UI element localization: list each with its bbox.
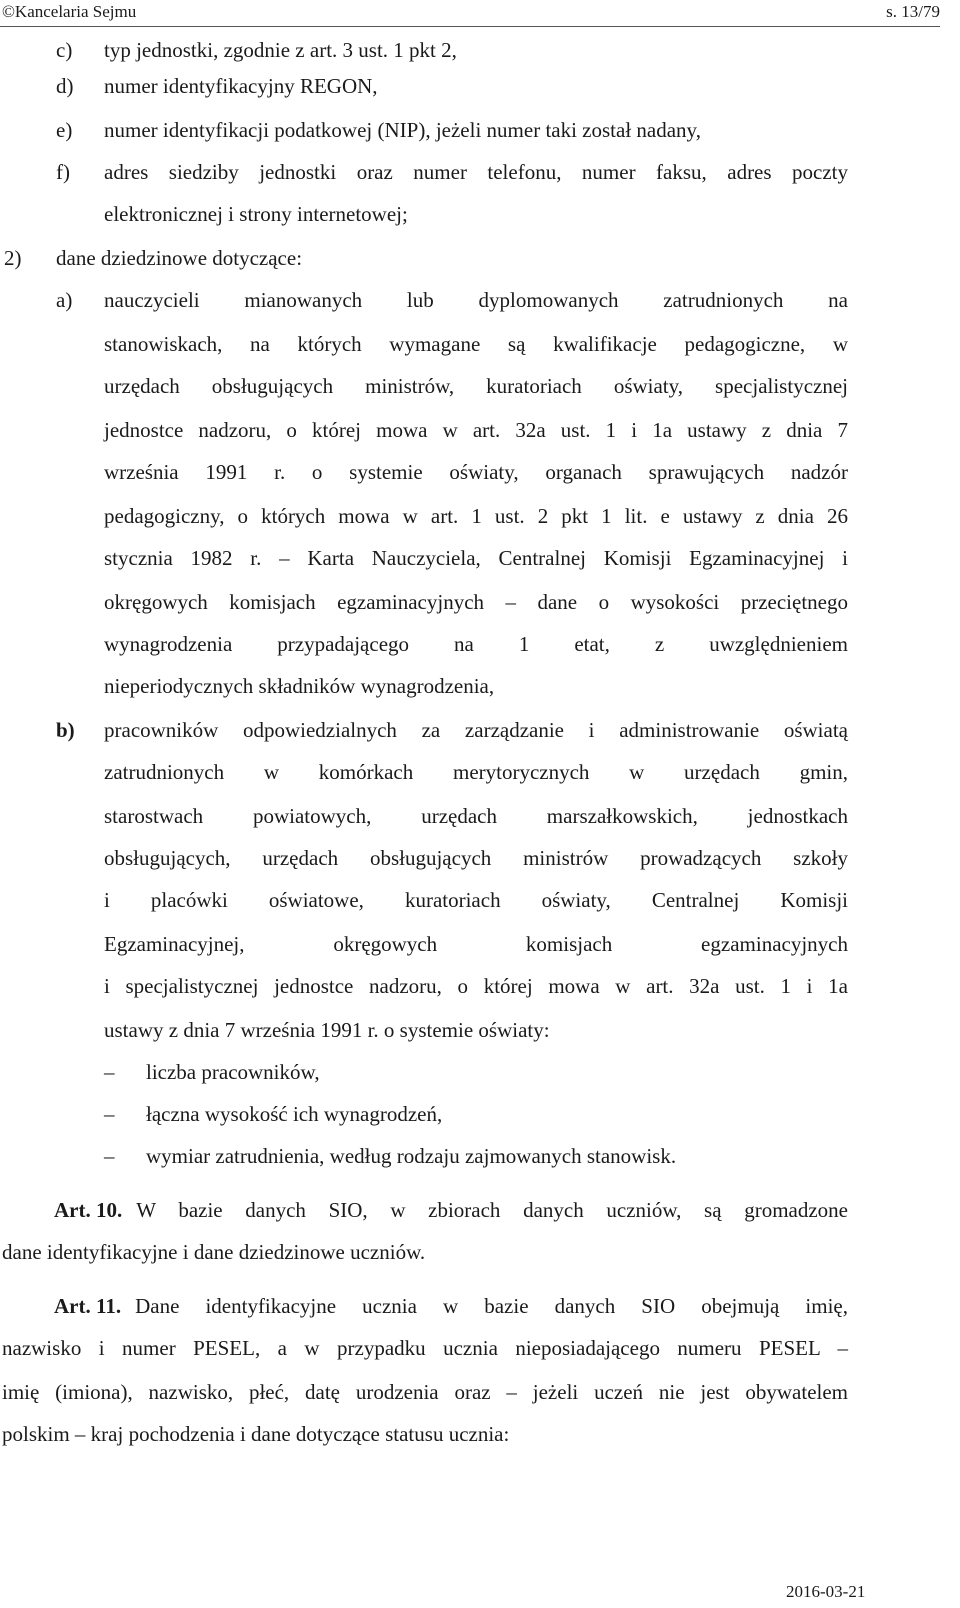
art11-text-line3: imię (imiona), nazwisko, płeć, datę urodzenia oraz – jeżeli uczeń nie jest obywatelem [2, 1380, 848, 1404]
dash-item-text: liczba pracowników, [146, 1060, 320, 1084]
item-label-d: d) [56, 74, 74, 98]
item-label-c: c) [56, 38, 73, 62]
item-label-f: f) [56, 160, 70, 184]
item-label-b: b) [56, 718, 75, 742]
item-label-a: a) [56, 288, 73, 312]
point-2-text: dane dziedzinowe dotyczące: [56, 246, 303, 270]
dash-marker: – [104, 1102, 115, 1126]
item-b-line: ustawy z dnia 7 września 1991 r. o systemie oświaty: [104, 1018, 550, 1042]
art11-text-line1: Dane identyfikacyjne ucznia w bazie danych SIO obejmują imię, [135, 1294, 848, 1318]
header-source: ©Kancelaria Sejmu [2, 2, 137, 21]
item-b-line: Egzaminacyjnej, okręgowych komisjach egzaminacyjnych [104, 932, 848, 956]
item-b-line: zatrudnionych w komórkach merytorycznych w urzędach gmin, [104, 760, 848, 784]
item-a-line: nauczycieli mianowanych lub dyplomowanych zatrudnionych na [104, 288, 848, 312]
item-b-line: pracowników odpowiedzialnych za zarządzanie i administrowanie oświatą [104, 718, 848, 742]
art10-text-line2: dane identyfikacyjne i dane dziedzinowe uczniów. [2, 1240, 426, 1264]
item-f-text-line2: elektronicznej i strony internetowej; [104, 202, 408, 226]
art10-text-line1: W bazie danych SIO, w zbiorach danych uczniów, są gromadzone [136, 1198, 848, 1222]
art10-first-line [54, 1196, 848, 1224]
art10-title: Art. 10. [54, 1198, 123, 1222]
item-a-line: stanowiskach, na których wymagane są kwalifikacje pedagogiczne, w [104, 332, 848, 356]
art11-text-line4: polskim – kraj pochodzenia i dane dotyczące statusu ucznia: [2, 1422, 510, 1446]
item-b-line: obsługujących, urzędach obsługujących ministrów prowadzących szkoły [104, 846, 848, 870]
item-label-e: e) [56, 118, 73, 142]
item-a-line: okręgowych komisjach egzaminacyjnych – dane o wysokości przeciętnego [104, 590, 848, 614]
item-f-text-line1: adres siedziby jednostki oraz numer telefonu, numer faksu, adres poczty [104, 160, 848, 184]
dash-marker: – [104, 1144, 115, 1168]
item-a-line: jednostce nadzoru, o której mowa w art. 32a ust. 1 i 1a ustawy z dnia 7 [104, 418, 848, 442]
item-b-line: i specjalistycznej jednostce nadzoru, o której mowa w art. 32a ust. 1 i 1a [104, 974, 848, 998]
item-a-line: stycznia 1982 r. – Karta Nauczyciela, Centralnej Komisji Egzaminacyjnej i [104, 546, 848, 570]
item-a-line: nieperiodycznych składników wynagrodzenia, [104, 674, 495, 698]
art11-first-line [54, 1292, 848, 1320]
dash-marker: – [104, 1060, 115, 1084]
item-e-text: numer identyfikacji podatkowej (NIP), jeżeli numer taki został nadany, [104, 118, 701, 142]
page-number: s. 13/79 [886, 2, 940, 21]
footer-date: 2016-03-21 [786, 1582, 866, 1601]
art11-title: Art. 11. [54, 1294, 122, 1318]
header-divider [0, 26, 940, 27]
item-a-line: urzędach obsługujących ministrów, kuratoriach oświaty, specjalistycznej [104, 374, 848, 398]
item-b-line: starostwach powiatowych, urzędach marszałkowskich, jednostkach [104, 804, 848, 828]
item-d-text: numer identyfikacyjny REGON, [104, 74, 378, 98]
item-c-text: typ jednostki, zgodnie z art. 3 ust. 1 pkt 2, [104, 38, 457, 62]
dash-item-text: wymiar zatrudnienia, według rodzaju zajmowanych stanowisk. [146, 1144, 677, 1168]
point-2-label: 2) [4, 246, 22, 270]
item-a-line: wynagrodzenia przypadającego na 1 etat, z uwzględnieniem [104, 632, 848, 656]
item-a-line: września 1991 r. o systemie oświaty, organach sprawujących nadzór [104, 460, 848, 484]
item-b-line: i placówki oświatowe, kuratoriach oświaty, Centralnej Komisji [104, 888, 848, 912]
dash-item-text: łączna wysokość ich wynagrodzeń, [146, 1102, 443, 1126]
item-a-line: pedagogiczny, o których mowa w art. 1 ust. 2 pkt 1 lit. e ustawy z dnia 26 [104, 504, 848, 528]
art11-text-line2: nazwisko i numer PESEL, a w przypadku ucznia nieposiadającego numeru PESEL – [2, 1336, 848, 1360]
